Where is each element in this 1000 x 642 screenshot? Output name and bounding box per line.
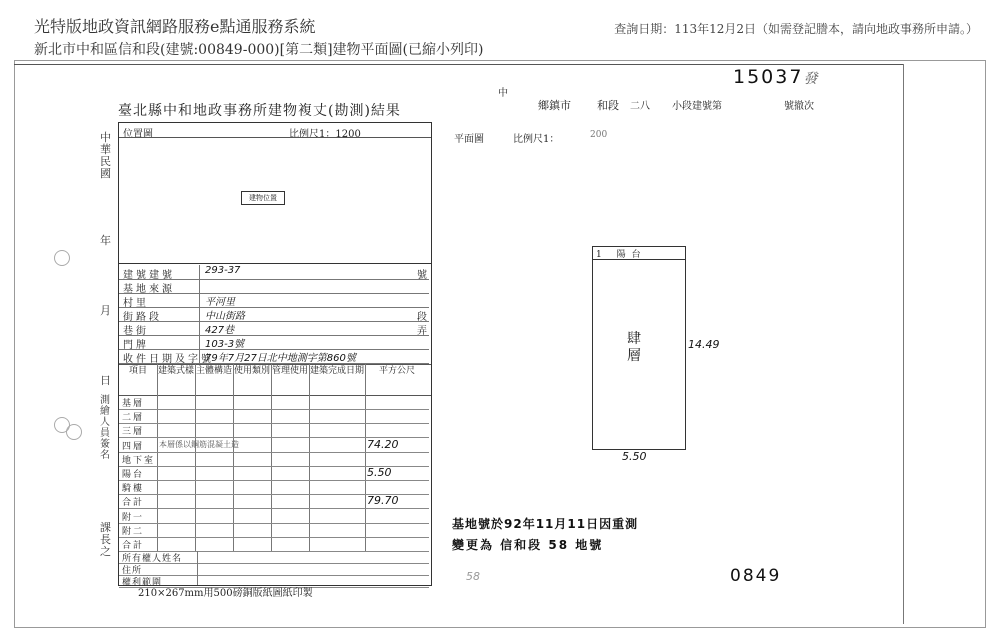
floor-row	[119, 523, 429, 538]
subsection-number: 二八	[630, 101, 650, 112]
building-field-suffix: 段	[417, 312, 427, 323]
republic-label: 中華民國	[100, 131, 111, 180]
month-label: 月	[100, 304, 111, 317]
table-column-header: 管理使用	[271, 366, 308, 376]
building-field-row	[119, 335, 429, 350]
building-field-row	[119, 321, 429, 336]
floor-row-name: 騎樓	[122, 484, 145, 494]
property-line: 新北市中和區信和段(建號:00849-000)[第二類]建物平面圖(已縮小列印)	[34, 42, 484, 58]
surveyor-label: 測繪人員簽名	[100, 395, 110, 461]
document-top-border	[14, 64, 904, 65]
floor-plan-outline	[592, 246, 686, 450]
handwritten-mark: 58	[466, 570, 480, 583]
building-number-stamp: 0849	[730, 566, 782, 586]
table-column-header: 使用類別	[233, 366, 270, 376]
building-field-value: 293-37	[205, 265, 241, 276]
building-field-value: 平河里	[205, 297, 235, 308]
floor-row-name: 合計	[122, 498, 145, 508]
owner-row-label: 住所	[122, 566, 143, 576]
building-field-value: 中山街路	[205, 311, 245, 322]
table-column-header: 主體構造	[195, 366, 232, 376]
times-label: 號撤次	[784, 101, 814, 112]
year-label: 年	[100, 234, 111, 247]
bottom-dimension: 5.50	[622, 450, 647, 463]
section-label: 和段	[597, 99, 619, 112]
binder-hole-mark	[54, 250, 70, 266]
day-label: 日	[100, 374, 111, 387]
floorplan-scale-value: 200	[590, 130, 608, 140]
table-column-header: 建築式樣	[157, 366, 194, 376]
floor-row	[119, 438, 429, 453]
reassignment-stamp-line2: 變更為 信和段 58 地號	[452, 538, 604, 552]
building-field-value: 427巷	[205, 325, 235, 336]
building-field-value: 79年7月27日北中地測字第860號	[205, 353, 356, 364]
survey-form	[118, 122, 432, 586]
floor-row-name: 附一	[122, 513, 145, 523]
serial-suffix: 發	[803, 71, 820, 87]
building-field-label: 門牌	[123, 340, 149, 351]
document-right-border	[903, 64, 904, 624]
floor-row	[119, 480, 429, 495]
query-date: 查詢日期：113年12月2日（如需登記謄本，請向地政事務所申請。）	[614, 22, 978, 36]
form-title: 臺北縣中和地政事務所建物複丈(勘測)結果	[118, 103, 401, 119]
binder-hole-mark	[66, 424, 82, 440]
floor-row-area: 74.20	[367, 438, 399, 451]
floor-row-name: 基層	[122, 399, 145, 409]
system-title: 光特版地政資訊網路服務e點通服務系統	[34, 17, 316, 36]
building-field-row	[119, 349, 429, 364]
serial-number	[733, 66, 819, 88]
floor-row	[119, 395, 429, 410]
building-field-label: 街路段	[123, 312, 162, 323]
building-field-row	[119, 293, 429, 308]
floor-row-name: 二層	[122, 413, 145, 423]
floor-row	[119, 537, 429, 552]
table-column-header: 平方公尺	[378, 366, 415, 376]
floor-row	[119, 509, 429, 524]
floorplan-scale: 比例尺1：	[513, 134, 560, 145]
chief-label: 課長之	[100, 521, 111, 558]
building-field-label: 收件日期及字號	[123, 354, 214, 365]
balcony-label: 1 陽台	[596, 250, 647, 260]
building-field-suffix: 號	[417, 270, 427, 281]
building-field-label: 建號建號	[123, 270, 175, 281]
floor-row-note: 本層係以鋼筋混凝土造	[159, 440, 239, 449]
location-map-scale: 比例尺1：1200	[289, 129, 361, 140]
side-dimension: 14.49	[688, 338, 720, 351]
owner-row-label: 權利範圍	[122, 578, 163, 588]
region-prefix: 中	[498, 88, 508, 99]
subsection-label: 小段建號第	[672, 101, 722, 112]
site-plan-mark: 建物位置	[241, 191, 285, 205]
building-field-row	[119, 279, 429, 294]
floor-row-name: 四層	[122, 442, 145, 452]
region-label: 鄉鎮市	[538, 99, 571, 112]
building-field-row	[119, 307, 429, 322]
floor-label: 肆層	[627, 331, 641, 364]
floor-row-area: 79.70	[367, 494, 399, 507]
floor-row-name: 地下室	[122, 456, 156, 466]
floor-row	[119, 423, 429, 438]
floor-row	[119, 466, 429, 481]
paper-spec: 210×267mm用500磅銅版紙圖紙印製	[138, 588, 313, 599]
building-field-suffix: 弄	[417, 326, 427, 337]
building-field-label: 巷街	[123, 326, 149, 337]
floor-row-name: 附二	[122, 527, 145, 537]
building-field-label: 村里	[123, 298, 149, 309]
serial-number-value: 15037	[733, 66, 804, 88]
table-column-header: 項目	[128, 366, 147, 376]
floor-row	[119, 409, 429, 424]
location-map-label: 位置圖	[123, 129, 153, 140]
floor-row	[119, 452, 429, 467]
floor-row-area: 5.50	[367, 466, 392, 479]
building-field-row	[119, 265, 429, 280]
floorplan-label: 平面圖	[454, 134, 484, 145]
table-column-header: 建築完成日期	[309, 366, 364, 376]
building-field-label: 基地來源	[123, 284, 175, 295]
reassignment-stamp-line1: 基地號於92年11月11日因重測	[452, 517, 639, 531]
floor-row-name: 三層	[122, 427, 145, 437]
floor-row-name: 合計	[122, 541, 145, 551]
floor-row-name: 陽台	[122, 470, 145, 480]
owner-row-label: 所有權人姓名	[122, 554, 183, 564]
building-field-value: 103-3號	[205, 339, 245, 350]
floor-row	[119, 494, 429, 509]
